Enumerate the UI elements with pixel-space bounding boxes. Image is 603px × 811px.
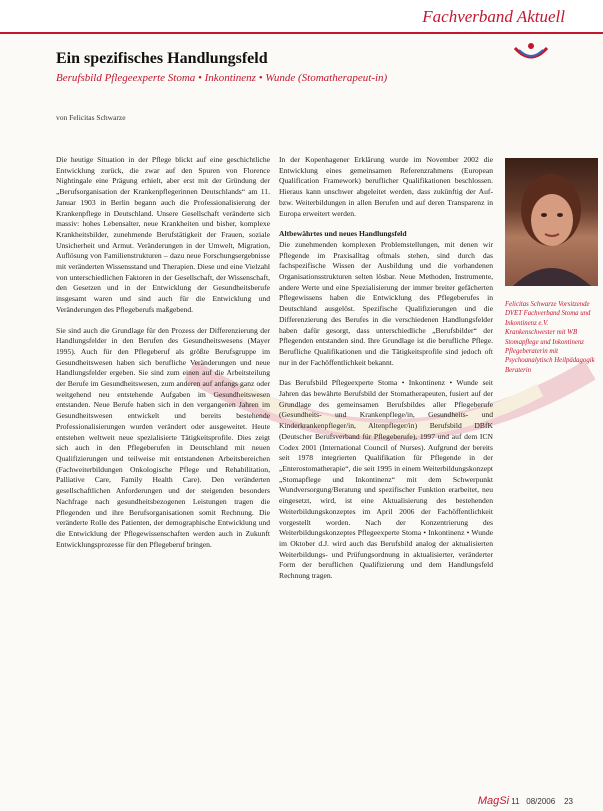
page-number: 23 xyxy=(564,797,573,806)
author-photo xyxy=(505,158,598,286)
page-footer xyxy=(478,795,573,807)
column-middle xyxy=(279,155,493,592)
issue-number: 11 xyxy=(511,797,520,806)
section-title: Fachverband Aktuell xyxy=(422,7,565,26)
paragraph: Die zunehmenden komplexen Problemstellungen, mit denen wir Pflegende im Praxisalltag oftmals stehen, sind durch das fachspezifische Wissen der Ausbildung und die vorhandenen Organisationsstrukturen selten lösbar. Neue Methoden, Instrumente, andere Werte und eine Spezialisierung der immer breiter gefächerten Pflegewissens haben die Entwicklung des Pflegeberufes in Deutschland ausgelöst. Spezifische Qualifizierungen und die Differenzierung des Berufes in die verschiedenen Handlungsfelder haben dafür gesorgt, dass unterschiedliche „Berufsbilder“ der Pflegenden entstanden sind. Ihre Grundlage ist die berufliche Pflege. Berufliche Qualifikationen und die Tätigkeitsprofile sind jedoch oft nur in der Fachöffentlichkeit bekannt. xyxy=(279,239,493,367)
paragraph: In der Kopenhagener Erklärung wurde im November 2002 die Entwicklung eines gemeinsamen Referenzrahmens (European Qualification Framework) beruflicher Qualifikationen beschlossen. Hieraus kann unschwer abgeleitet werden, dass zukünftig der Auf- bzw. Weiterbildungen in allen Berufen und auf deren Transparenz in Europa erweitert werden. xyxy=(279,155,493,218)
header-rule xyxy=(0,32,603,34)
article-subtitle: Berufsbild Pflegeexperte Stoma • Inkontinenz • Wunde (Stomatherapeut-in) xyxy=(56,72,388,84)
column-left xyxy=(56,155,270,560)
photo-caption: Felicitas Schwarze Vorsitzende DVET Fachverband Stoma und Inkontinenz e.V. Krankenschwester mit WB Stomapflege und Inkontinenz Pflegeberaterin mit Psychoanalytisch Heilpädagogik Beraterin xyxy=(505,301,595,374)
header-banner xyxy=(0,0,603,34)
article-title: Ein spezifisches Handlungsfeld xyxy=(56,50,268,67)
magazine-name: MagSi xyxy=(477,795,510,807)
article-byline: von Felicitas Schwarze xyxy=(56,113,126,122)
paragraph: Sie sind auch die Grundlage für den Prozess der Differenzierung der Handlungsfelder in den Berufen des Gesundheitswesens (Mayer 1995). Auch für den Pflegeberuf als größte Berufsgruppe im Gesundheitswesen haben sich berufliche Veränderungen und neue Handlungsfelder ergeben. Sie sind zum einen auf die Arbeitsteilung der Berufe im Gesundheitswesen, zum anderen auf anfangs ganz oder weitgehend neu entstehende Aufgaben im Gesundheitswesen entstanden. Neue Berufe haben sich in den vergangenen Jahren im Gesundheitswesen entwickelt und bereits bestehende Professionalisierungen wurden verändert oder ausgeweitet. Heute entstehen weltweit neue spezialisierte Tätigkeitsprofile. Dies zeigt sich auch in den Pflegeberufen in Deutschland mit neuen Qualifizierungen und teilweise mit entstandenen Arbeitsbereichen (Fachweiterbildungen Onkologische Pflege und Rehabilitation, Palliative Care, Family Health Care). Den veränderten gesellschaftlichen Anforderungen und der steigenden besonders Nachfrage nach gesundheitsbezogenen Leistungen tragen die Pflegenden und ihre Berufsorganisationen somit Rechnung. Die veränderte Rolle des Patienten, der demographische Entwicklung und die Entwicklung der Pflegewissenschaften werden auch in Zukunft Entwicklungsprozesse für den Pflegeberuf bringen. xyxy=(56,325,270,549)
portrait-icon xyxy=(505,158,598,286)
issue-date: 08/2006 xyxy=(526,797,556,806)
paragraph: Das Berufsbild Pflegeexperte Stoma • Inkontinenz • Wunde seit Jahren das bewährte Berufsbild der Stomatherapeuten, fusiert auf der Grundlage des gemeinsamen Berufsbildes aller Pflegeberufe (Gesundheits- und Krankenpflege/in, Gesundheits- und Kinderkrankenpfleger/in, Altenpfleger/in) Berufsbild DBfK (Deutscher Berufsverband für Pflegeberufe), 1997 und auf dem ICN Codex 2001 (International Council of Nurses). Aufgrund der bereits seit 1978 integrierten Qualifikation für Pflegende in der „Enterostomatherapie“, die seit 1995 in einem Weiterbildungskonzept „Stomapflege und Inkontinenz“ mit dem Schwerpunkt Wundversorgung/Beratung und spezifischer Funktion erarbeitet, neu eingesetzt, wird, ist eine Aktualisierung des bestehenden Weiterbildungskonzeptes im April 2006 der Fachöffentlichkeit vorgestellt worden. Nach der Konzentrierung des Weiterbildungskonzeptes Pflegeexperte Stoma • Inkontinenz • Wunde im Oktober d.J. wird auch das Berufsbild analog der aktualisierten Weiterbildungs- und Prüfungsordnung in aktualisierter, veränderter Form der beruflichen Qualifizierung und dem Handlungsfeld Rechnung tragen. xyxy=(279,378,493,581)
paragraph: Die heutige Situation in der Pflege blickt auf eine geschichtliche Entwicklung zurück, die zwar auf den Spuren von Florence Nightingale eine Prägung erhielt, aber erst mit der Gründung der „Berufsorganisation der Krankenpflegerinnen Deutschlands“ am 11. Januar 1903 in Berlin begann auch die Professionalisierung der Krankenpflege in Deutschland. Unsere Gesellschaft veränderte sich massiv: hohes Lebensalter, neue Krankheiten und bisher, komplexe Krankheitsbilder, zunehmende Berufstätigkeit der Frauen, soziale Unsicherheit und Armut. Veränderungen in der Umwelt, Migration, Auflösung von Familienstrukturen – dazu neue Forschungsergebnisse mit veränderten Wissensstand und Therapien. Diese und eine Vielzahl von unterschiedlichen Faktoren in der Gesellschaft, der Wissenschaft, den Gesetzen und in der Entwicklung der Gesundheitsberufe insgesamt waren und sind auch für die Entwicklung und Veränderungen des Pflegeberufs maßgebend. xyxy=(56,155,270,314)
subheading: Altbewährtes und neues Handlungsfeld xyxy=(279,229,407,239)
